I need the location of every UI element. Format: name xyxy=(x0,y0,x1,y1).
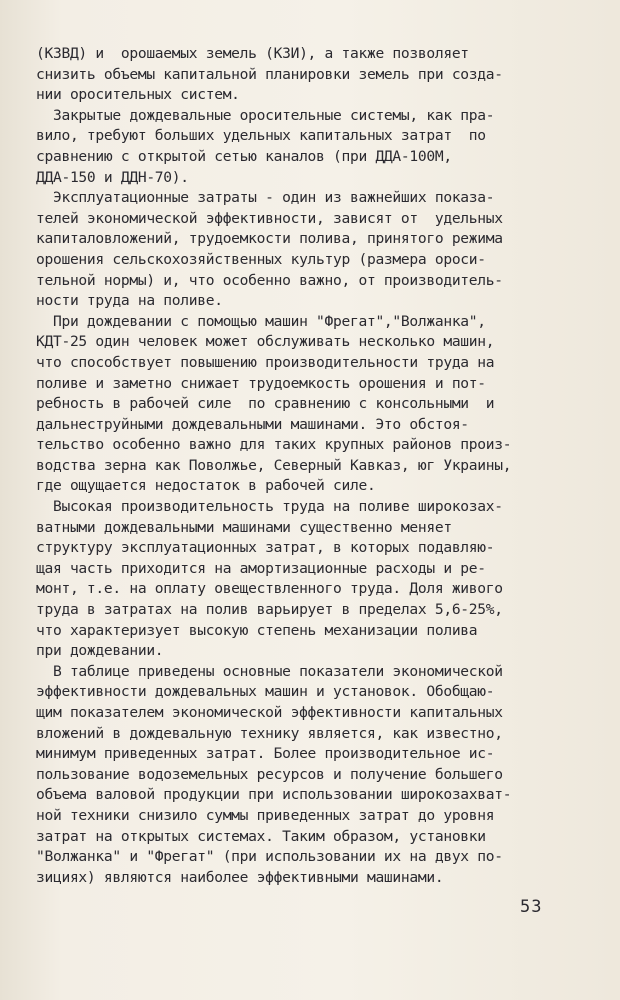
text-line: объема валовой продукции при использовании широкозахват- xyxy=(36,786,512,804)
text-line: зициях) являются наиболее эффективными машинами. xyxy=(36,868,444,886)
paragraph xyxy=(36,497,580,662)
text-line: вложений в дождевальную технику является, как известно, xyxy=(36,724,503,742)
text-line: "Волжанка" и "Фрегат" (при использовании их на двух по- xyxy=(36,848,503,866)
text-line: ДДА-150 и ДДН-70). xyxy=(36,168,189,186)
text-line: монт, т.е. на оплату овеществленного труда. Доля живого xyxy=(36,580,503,598)
paragraph xyxy=(36,312,580,497)
text-line: что характеризует высокую степень механизации полива xyxy=(36,621,478,639)
page-number: 53 xyxy=(520,897,543,917)
paragraph xyxy=(36,662,580,889)
text-line: При дождевании с помощью машин "Фрегат","Волжанка", xyxy=(36,312,486,330)
text-line: пользование водоземельных ресурсов и получение большего xyxy=(36,765,503,783)
text-line: (КЗВД) и орошаемых земель (КЗИ), а также позволяет xyxy=(36,45,469,62)
text-line: КДТ-25 один человек может обслуживать несколько машин, xyxy=(36,333,495,351)
text-line: что способствует повышению производительности труда на xyxy=(36,353,495,371)
text-line: нии оросительных систем. xyxy=(36,86,240,104)
text-line: снизить объемы капитальной планировки земель при созда- xyxy=(36,65,503,83)
text-line: где ощущается недостаток в рабочей силе. xyxy=(36,477,376,495)
paragraph xyxy=(36,188,580,312)
text-line: тельство особенно важно для таких крупных районов произ- xyxy=(36,436,512,454)
text-line: сравнению с открытой сетью каналов (при ДДА-100М, xyxy=(36,147,452,165)
text-line: водства зерна как Поволжье, Северный Кавказ, юг Украины, xyxy=(36,456,512,474)
text-line: структуру эксплуатационных затрат, в которых подавляю- xyxy=(36,539,495,557)
text-line: щим показателем экономической эффективности капитальных xyxy=(36,704,503,721)
text-line: ватными дождевальными машинами существенно меняет xyxy=(36,518,452,536)
text-line: ной техники снизило суммы приведенных затрат до уровня xyxy=(36,806,495,824)
text-line: вило, требуют больших удельных капитальных затрат по xyxy=(36,127,486,145)
text-line: телей экономической эффективности, зависят от удельных xyxy=(36,209,503,227)
text-line: ности труда на поливе. xyxy=(36,292,223,310)
text-line: орошения сельскохозяйственных культур (размера ороси- xyxy=(36,250,486,268)
paragraph xyxy=(36,44,580,106)
text-line: Высокая производительность труда на поливе широкозах- xyxy=(36,498,503,516)
text-line: тельной нормы) и, что особенно важно, от производитель- xyxy=(36,271,503,289)
text-line: В таблице приведены основные показатели экономической xyxy=(36,662,503,680)
text-line: поливе и заметно снижает трудоемкость орошения и пот- xyxy=(36,374,486,392)
text-line: Эксплуатационные затраты - один из важнейших показа- xyxy=(36,189,495,207)
text-line: затрат на открытых системах. Таким образом, установки xyxy=(36,827,486,845)
body-text xyxy=(36,44,580,888)
text-line: Закрытые дождевальные оросительные системы, как пра- xyxy=(36,106,495,124)
text-line: минимум приведенных затрат. Более производительное ис- xyxy=(36,745,495,763)
text-line: при дождевании. xyxy=(36,642,164,660)
text-line: ребность в рабочей силе по сравнению с консольными и xyxy=(36,395,495,413)
text-line: труда в затратах на полив варьирует в пределах 5,6-25%, xyxy=(36,601,503,619)
paragraph xyxy=(36,106,580,188)
text-line: капиталовложений, трудоемкости полива, принятого режима xyxy=(36,230,503,248)
text-line: дальнеструйными дождевальными машинами. Это обстоя- xyxy=(36,415,469,433)
text-line: щая часть приходится на амортизационные расходы и ре- xyxy=(36,559,486,577)
text-line: эффективности дождевальных машин и установок. Обобщаю- xyxy=(36,683,495,701)
